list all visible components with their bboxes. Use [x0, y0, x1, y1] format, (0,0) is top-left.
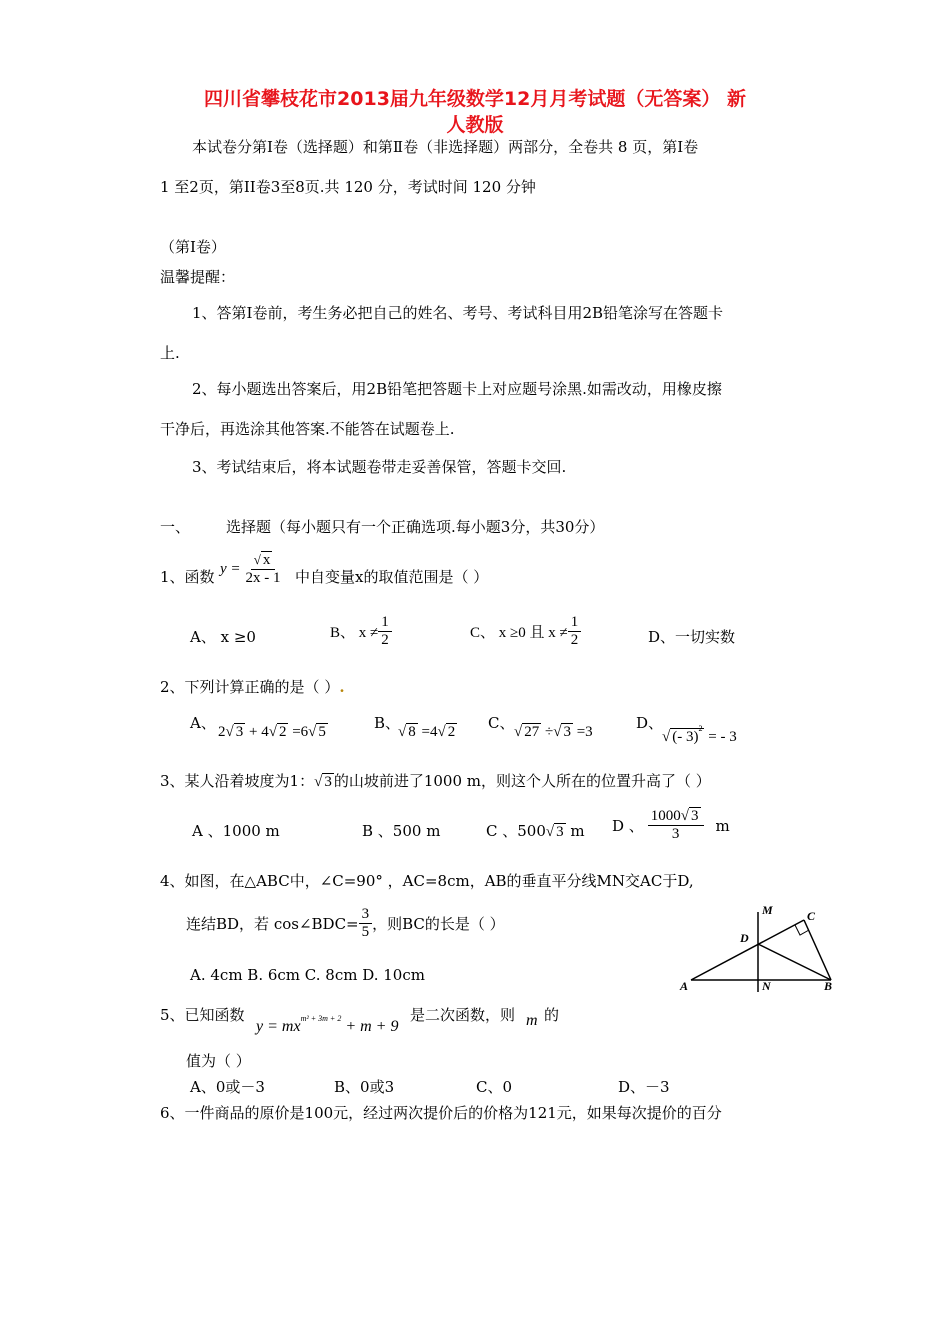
reminder-item2-cont: 干净后，再选涂其他答案.不能答在试题卷上. — [160, 420, 455, 438]
q5-option-c: C、0 — [476, 1078, 513, 1096]
reminder-item1-cont: 上. — [160, 344, 180, 362]
q3-d-fraction: $\frac{1000√ 3}{3}$ — [648, 808, 704, 844]
segment-cb — [804, 920, 831, 980]
section1-number: 一、 — [160, 518, 191, 536]
q3-option-c: C 、500√ 3 m — [486, 822, 585, 840]
q1-b-half: $\frac{1}{2}$ — [378, 614, 392, 650]
q2-a-expr: 2√ 3 + 4√ 2 =6√ 5 — [218, 724, 326, 740]
document-title-line1: 四川省攀枝花市2013届九年级数学12月月考试题（无答案） 新 — [204, 88, 746, 110]
label-c: C — [807, 909, 816, 923]
q5-de: 的 — [544, 1006, 560, 1024]
q1-function-expr — [220, 552, 284, 588]
q2-stem: 2、下列计算正确的是（ ）. — [160, 678, 345, 696]
q5-variable-m: m — [526, 1012, 538, 1029]
q2-b-label: B、 — [374, 714, 401, 732]
q2-c-expr: √ 27 ÷√ 3 =3 — [514, 724, 593, 740]
q1-fraction: $\frac{√ x}{2x - 1}$ — [243, 552, 284, 588]
q6-line1: 6、一件商品的原价是100元，经过两次提价后的价格为121元，如果每次提价的百分 — [160, 1104, 722, 1122]
document-title-line2: 人教版 — [446, 114, 504, 136]
reminder-heading: 温馨提醒： — [160, 268, 236, 286]
intro-line1: 本试卷分第Ⅰ卷（选择题）和第Ⅱ卷（非选择题）两部分，全卷共 8 页，第Ⅰ卷 — [192, 138, 699, 156]
q4-line1: 4、如图，在△ABC中，∠C=90° ，AC=8cm，AB的垂直平分线MN交AC于D, — [160, 872, 694, 890]
q2-d-label: D、 — [636, 714, 664, 732]
q5-suffix: 是二次函数，则 — [410, 1006, 516, 1024]
q1-y-eq: y = — [220, 561, 241, 578]
q4-cos-fraction: $\frac{3}{5}$ — [359, 906, 373, 942]
label-m: M — [762, 903, 773, 917]
q1-option-b: B、 x ≠ $\frac{1}{2}$ — [330, 614, 392, 650]
label-a: A — [680, 979, 689, 993]
q1-numerator: x — [262, 552, 271, 568]
q1-option-a: A、 x ≥0 — [190, 628, 256, 646]
q1-suffix: 中自变量x的取值范围是（ ） — [295, 568, 489, 586]
q1-option-d: D、一切实数 — [648, 628, 736, 646]
q1-c-half: $\frac{1}{2}$ — [568, 614, 582, 650]
q2-d-expr: √ (- 3)$^2$ = - 3 — [662, 724, 737, 745]
q5-option-a: A、0或－3 — [190, 1078, 265, 1096]
q5-option-b: B、0或3 — [334, 1078, 395, 1096]
part1-label: （第Ⅰ卷） — [160, 238, 226, 256]
q2-a-label: A、 — [190, 714, 216, 732]
q1-denominator: 2x - 1 — [245, 570, 281, 587]
q4-line2: 连结BD，若 cos∠BDC= $\frac{3}{5}$ ，则BC的长是（ ） — [186, 906, 505, 941]
section1-title: 选择题（每小题只有一个正确选项.每小题3分，共30分） — [226, 518, 605, 536]
q5-line2: 值为（ ） — [186, 1052, 251, 1070]
q1-option-c: C、 x ≥0 且 x ≠ $\frac{1}{2}$ — [470, 614, 581, 650]
reminder-item1: 1、答第Ⅰ卷前，考生务必把自己的姓名、考号、考试科目用2B铅笔涂写在答题卡 — [192, 304, 724, 322]
reminder-item2: 2、每小题选出答案后，用2B铅笔把答题卡上对应题号涂黑.如需改动，用橡皮擦 — [192, 380, 722, 398]
q3-option-d: D 、 $\frac{1000√ 3}{3}$ m — [612, 808, 730, 843]
label-b: B — [824, 979, 833, 993]
q4-options: A. 4cm B. 6cm C. 8cm D. 10cm — [190, 966, 425, 984]
q1-prefix: 1、函数 — [160, 568, 215, 586]
q2-dot: . — [339, 678, 345, 696]
reminder-item3: 3、考试结束后，将本试题卷带走妥善保管，答题卡交回. — [192, 458, 567, 476]
label-d: D — [740, 931, 749, 945]
q5-function-expr: $y = mx^{m^2 + 3m + 2} + m + 9$ — [256, 1014, 399, 1035]
segment-ac — [691, 920, 804, 980]
q3-option-b: B 、500 m — [362, 822, 441, 840]
intro-line2: 1 至2页，第II卷3至8页.共 120 分，考试时间 120 分钟 — [160, 178, 536, 196]
label-n: N — [762, 979, 771, 993]
q5-option-d: D、－3 — [618, 1078, 670, 1096]
q2-c-label: C、 — [488, 714, 515, 732]
q3-stem: 3、某人沿着坡度为1：√ 3 的山坡前进了1000 m，则这个人所在的位置升高了（ ） — [160, 772, 711, 790]
q3-option-a: A 、1000 m — [192, 822, 280, 840]
segment-bd — [758, 944, 831, 980]
triangle-figure — [676, 898, 846, 996]
q2-b-expr: √ 8 =4√ 2 — [398, 724, 456, 740]
q5-prefix: 5、已知函数 — [160, 1006, 245, 1024]
